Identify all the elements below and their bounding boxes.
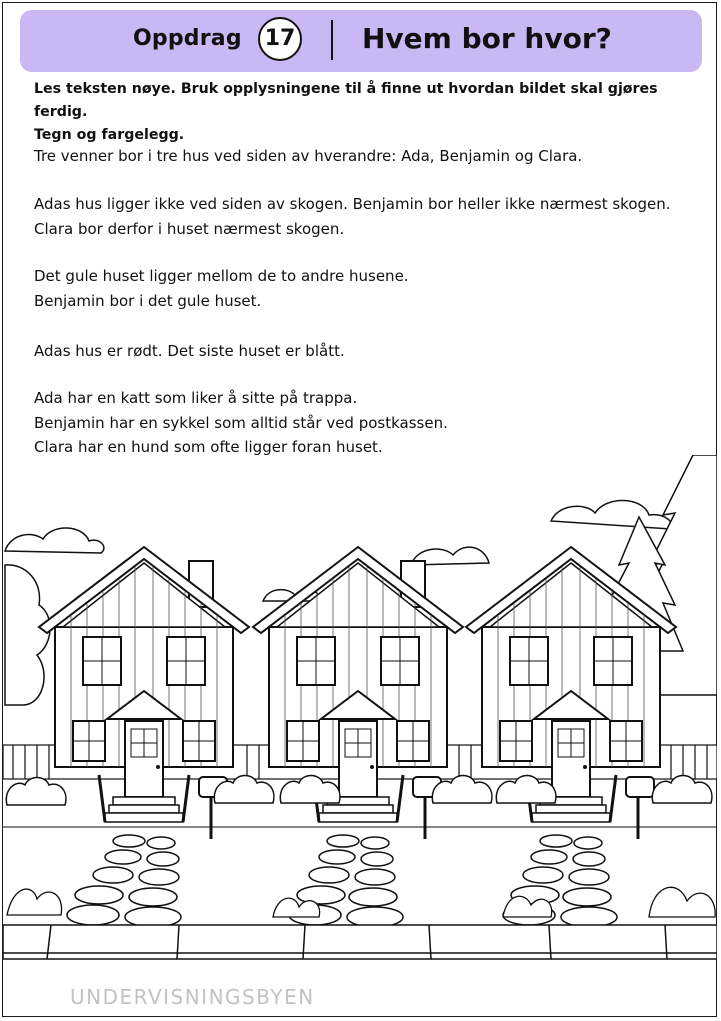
header-banner — [20, 10, 702, 72]
text-line: Benjamin har en sykkel som alltid står ved postkassen. — [34, 413, 448, 432]
assignment-label: Oppdrag — [133, 26, 242, 51]
text-line: Adas hus ligger ikke ved siden av skogen. Benjamin bor heller ikke nærmest skogen. — [34, 195, 671, 213]
page-title: Hvem bor hvor? — [362, 22, 612, 55]
bush — [6, 778, 66, 806]
text-line: Clara har en hund som ofte ligger foran huset. — [34, 438, 383, 456]
instruction-line: Les teksten nøye. Bruk opplysningene til å finne ut hvordan bildet skal gjøres ferdig. — [34, 81, 658, 120]
houses-illustration — [3, 455, 717, 975]
paragraph-color-clue — [34, 339, 714, 364]
header-divider — [331, 20, 333, 60]
paragraph-yellow-clue — [34, 264, 714, 313]
assignment-number-badge: 17 — [258, 17, 302, 61]
text-line: Adas hus er rødt. Det siste huset er blått. — [34, 342, 345, 360]
bush — [280, 776, 340, 804]
bush — [652, 776, 712, 804]
text-line: Ada har en katt som liker å sitte på trappa. — [34, 389, 358, 407]
sidewalk — [3, 925, 717, 959]
paragraph-pets-clue — [34, 386, 714, 460]
text-line: Tre venner bor i tre hus ved siden av hverandre: Ada, Benjamin og Clara. — [34, 147, 583, 165]
instructions — [34, 78, 694, 147]
instruction-line: Tegn og fargelegg. — [34, 127, 185, 143]
paragraph-forest-clue — [34, 192, 714, 241]
cloud — [5, 528, 104, 553]
text-line: Det gule huset ligger mellom de to andre husene. — [34, 267, 409, 285]
text-line: Benjamin bor i det gule huset. — [34, 291, 262, 310]
bush — [496, 776, 556, 804]
text-line: Clara bor derfor i huset nærmest skogen. — [34, 219, 345, 238]
tree — [5, 565, 50, 705]
paragraph-intro — [34, 144, 714, 169]
watermark-brand: UNDERVISNINGSBYEN — [70, 985, 315, 1009]
cloud — [551, 500, 672, 529]
